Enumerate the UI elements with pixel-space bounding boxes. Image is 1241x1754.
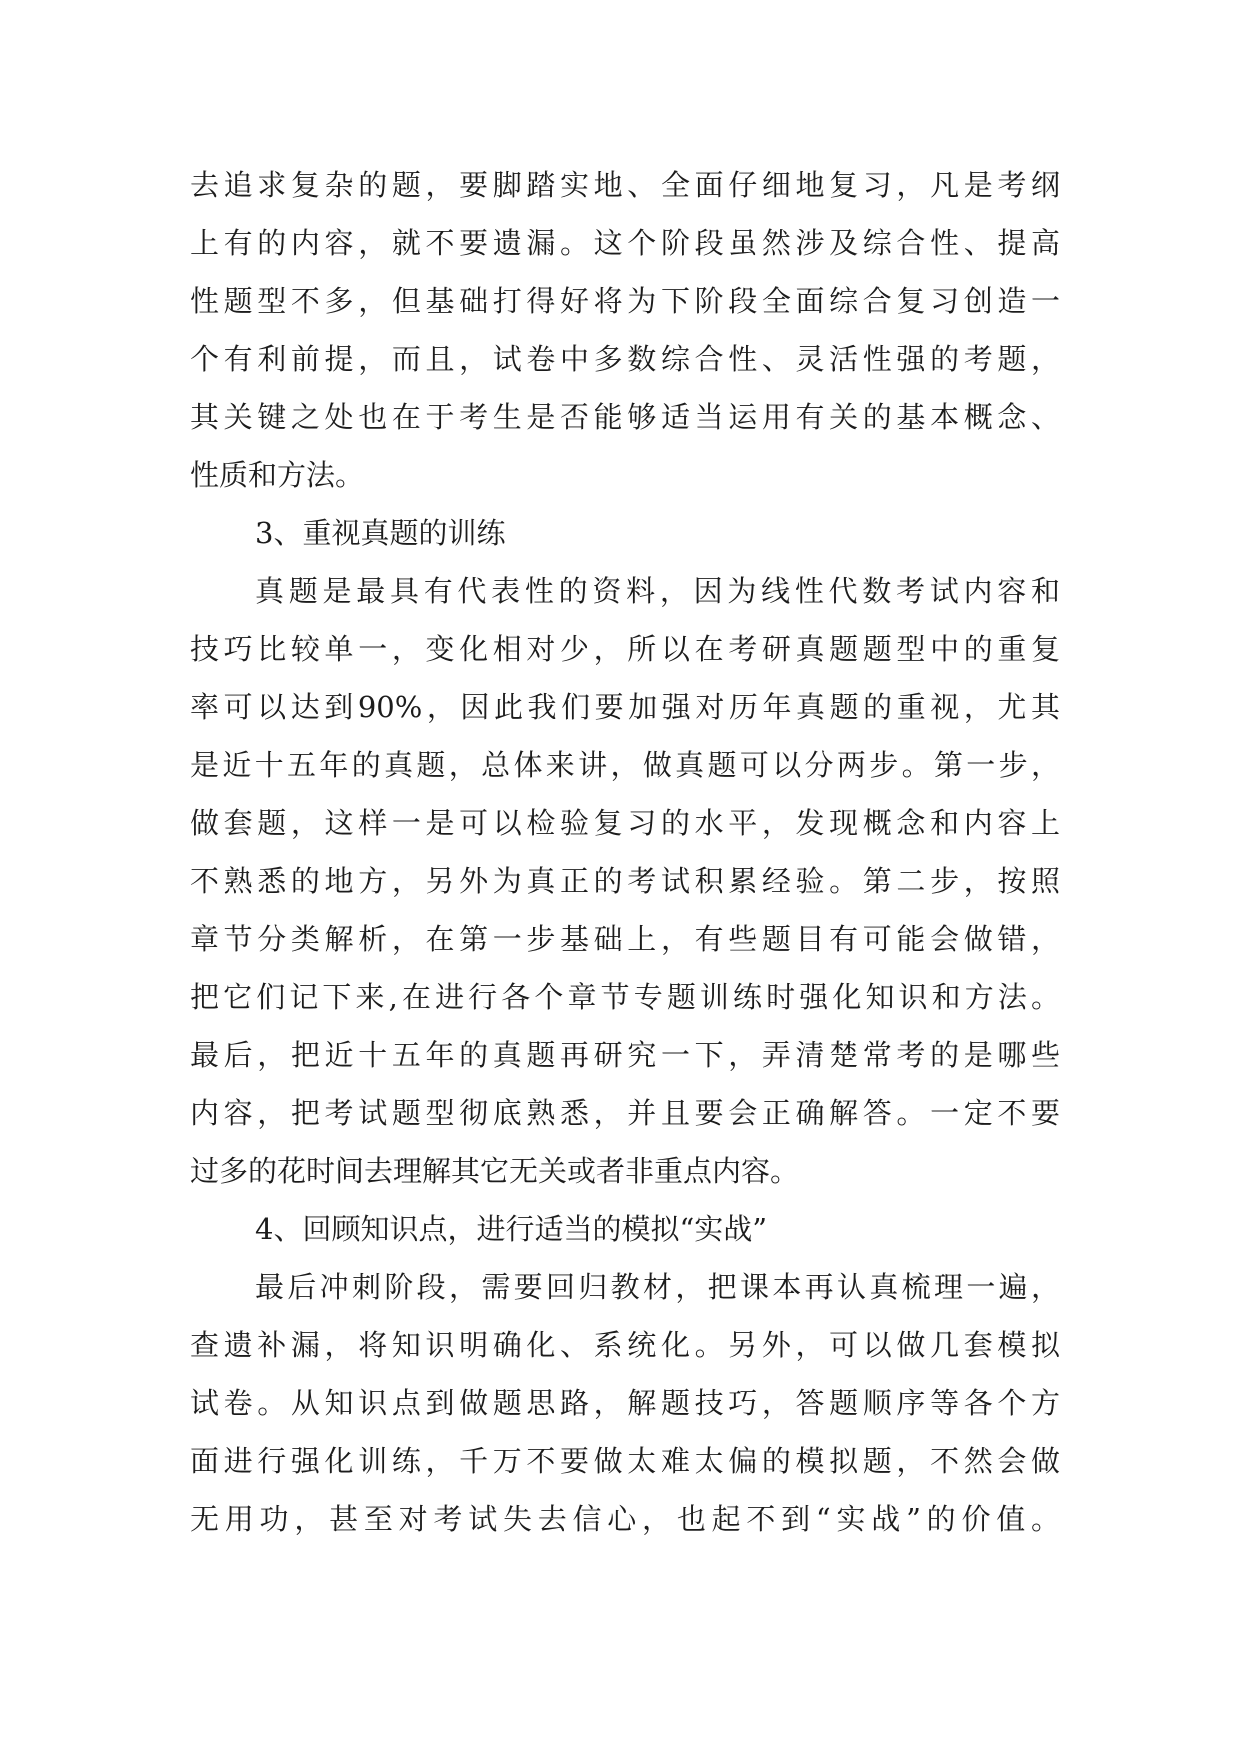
text-line: 上有的内容，就不要遗漏。这个阶段虽然涉及综合性、提高 [190, 226, 1060, 260]
text-line: 真题是最具有代表性的资料，因为线性代数考试内容和 [255, 574, 1060, 608]
section-heading: 4、回顾知识点，进行适当的模拟“实战” [255, 1212, 768, 1246]
text-line: 去追求复杂的题，要脚踏实地、全面仔细地复习，凡是考纲 [190, 168, 1060, 202]
text-line: 不熟悉的地方，另外为真正的考试积累经验。第二步，按照 [190, 864, 1060, 898]
text-line: 最后冲刺阶段，需要回归教材，把课本再认真梳理一遍， [255, 1270, 1060, 1304]
text-line: 个有利前提，而且，试卷中多数综合性、灵活性强的考题， [190, 342, 1060, 376]
text-line: 其关键之处也在于考生是否能够适当运用有关的基本概念、 [190, 400, 1060, 434]
text-line: 查遗补漏，将知识明确化、系统化。另外，可以做几套模拟 [190, 1328, 1060, 1362]
text-line: 试卷。从知识点到做题思路，解题技巧，答题顺序等各个方 [190, 1386, 1060, 1420]
text-line: 内容，把考试题型彻底熟悉，并且要会正确解答。一定不要 [190, 1096, 1060, 1130]
text-line: 率可以达到90%，因此我们要加强对历年真题的重视，尤其 [190, 690, 1060, 724]
section-heading: 3、重视真题的训练 [255, 516, 506, 550]
text-line: 做套题，这样一是可以检验复习的水平，发现概念和内容上 [190, 806, 1060, 840]
text-line: 性题型不多，但基础打得好将为下阶段全面综合复习创造一 [190, 284, 1060, 318]
text-line: 性质和方法。 [190, 458, 365, 492]
text-line: 面进行强化训练，千万不要做太难太偏的模拟题，不然会做 [190, 1444, 1060, 1478]
text-line: 把它们记下来,在进行各个章节专题训练时强化知识和方法。 [190, 980, 1060, 1014]
text-line: 过多的花时间去理解其它无关或者非重点内容。 [190, 1154, 800, 1188]
text-line: 是近十五年的真题，总体来讲，做真题可以分两步。第一步， [190, 748, 1060, 782]
text-line: 章节分类解析，在第一步基础上，有些题目有可能会做错， [190, 922, 1060, 956]
text-line: 最后，把近十五年的真题再研究一下，弄清楚常考的是哪些 [190, 1038, 1060, 1072]
text-line: 技巧比较单一，变化相对少，所以在考研真题题型中的重复 [190, 632, 1060, 666]
text-line: 无用功，甚至对考试失去信心，也起不到“实战”的价值。 [190, 1502, 1060, 1536]
